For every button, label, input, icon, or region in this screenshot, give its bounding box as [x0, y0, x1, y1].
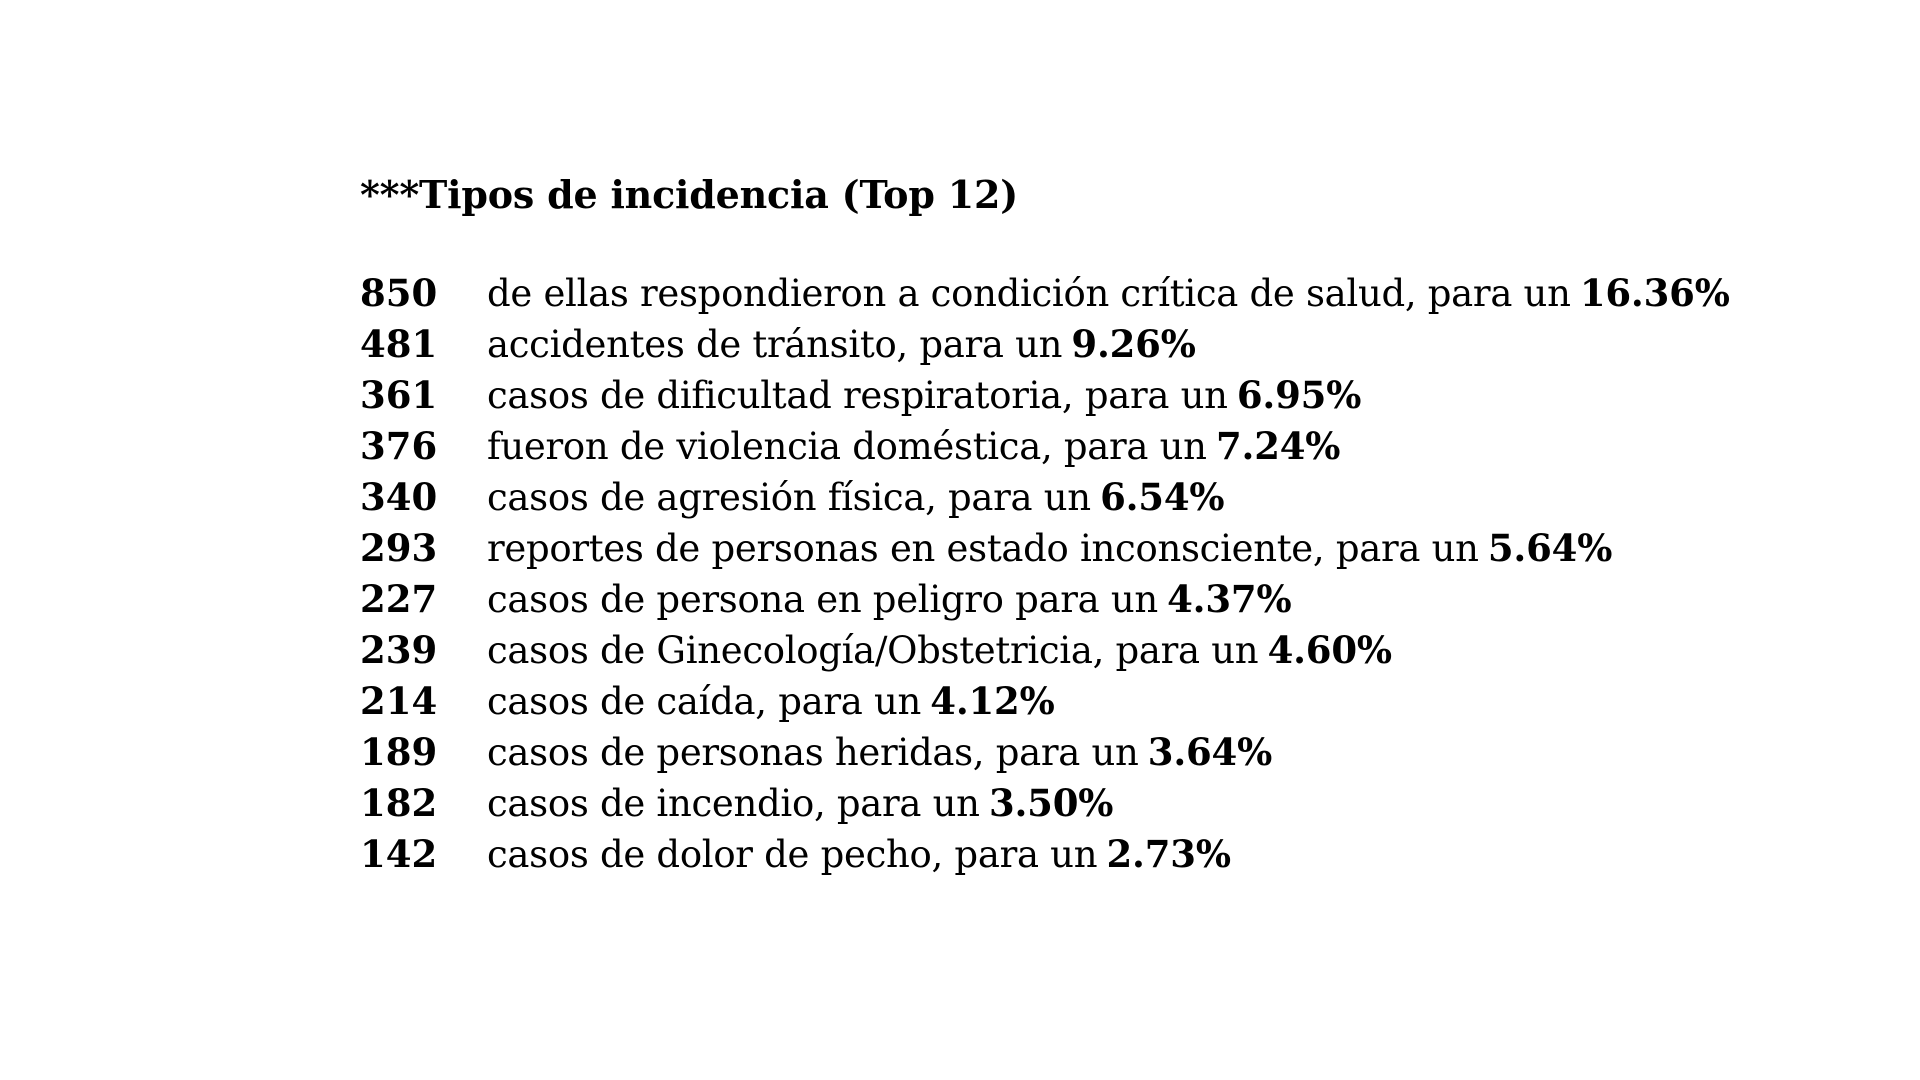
- incident-percent: 4.60%: [1267, 628, 1392, 672]
- incident-count: 227: [360, 577, 438, 621]
- incident-list: [360, 268, 1800, 880]
- incident-percent: 6.54%: [1100, 475, 1225, 519]
- incident-percent: 4.12%: [930, 679, 1055, 723]
- incident-percent: 3.50%: [988, 781, 1114, 825]
- incident-percent: 9.26%: [1071, 322, 1196, 366]
- list-item: [360, 676, 1800, 727]
- list-item: [360, 625, 1800, 676]
- incident-percent: 16.36%: [1579, 271, 1730, 315]
- incident-percent: 2.73%: [1106, 832, 1231, 876]
- incident-description: casos de incendio, para un: [487, 782, 980, 825]
- incident-description: reportes de personas en estado inconsciente, para un: [487, 527, 1479, 570]
- list-item: [360, 370, 1800, 421]
- incident-percent: 5.64%: [1487, 526, 1613, 570]
- incident-count: 340: [360, 475, 438, 519]
- incident-count: 361: [360, 373, 438, 417]
- incident-percent: 6.95%: [1236, 373, 1362, 417]
- incident-description: casos de dolor de pecho, para un: [487, 833, 1098, 876]
- incident-description: casos de caída, para un: [487, 680, 922, 723]
- incident-percent: 4.37%: [1167, 577, 1292, 621]
- list-item: [360, 472, 1800, 523]
- incident-description: casos de personas heridas, para un: [487, 731, 1139, 774]
- list-item: [360, 523, 1800, 574]
- incident-description: casos de agresión física, para un: [487, 476, 1091, 519]
- document-page: [360, 168, 1800, 880]
- incident-percent: 3.64%: [1147, 730, 1273, 774]
- list-item: [360, 727, 1800, 778]
- incident-percent: 7.24%: [1215, 424, 1341, 468]
- incident-count: 376: [360, 424, 438, 468]
- incident-count: 293: [360, 526, 438, 570]
- incident-description: casos de Ginecología/Obstetricia, para un: [487, 629, 1259, 672]
- incident-count: 481: [360, 322, 438, 366]
- list-item: [360, 574, 1800, 625]
- list-item: [360, 778, 1800, 829]
- list-item: [360, 421, 1800, 472]
- incident-count: 182: [360, 781, 438, 825]
- incident-description: de ellas respondieron a condición crítica de salud, para un: [487, 272, 1571, 315]
- incident-count: 142: [360, 832, 438, 876]
- incident-count: 239: [360, 628, 438, 672]
- incident-count: 189: [360, 730, 438, 774]
- list-item: [360, 829, 1800, 880]
- list-item: [360, 268, 1800, 319]
- incident-description: casos de dificultad respiratoria, para un: [487, 374, 1228, 417]
- incident-description: fueron de violencia doméstica, para un: [487, 425, 1207, 468]
- incident-count: 850: [360, 271, 438, 315]
- incident-description: accidentes de tránsito, para un: [487, 323, 1063, 366]
- document-title: ***Tipos de incidencia (Top 12): [360, 172, 1018, 217]
- list-item: [360, 319, 1800, 370]
- incident-count: 214: [360, 679, 438, 723]
- incident-description: casos de persona en peligro para un: [487, 578, 1158, 621]
